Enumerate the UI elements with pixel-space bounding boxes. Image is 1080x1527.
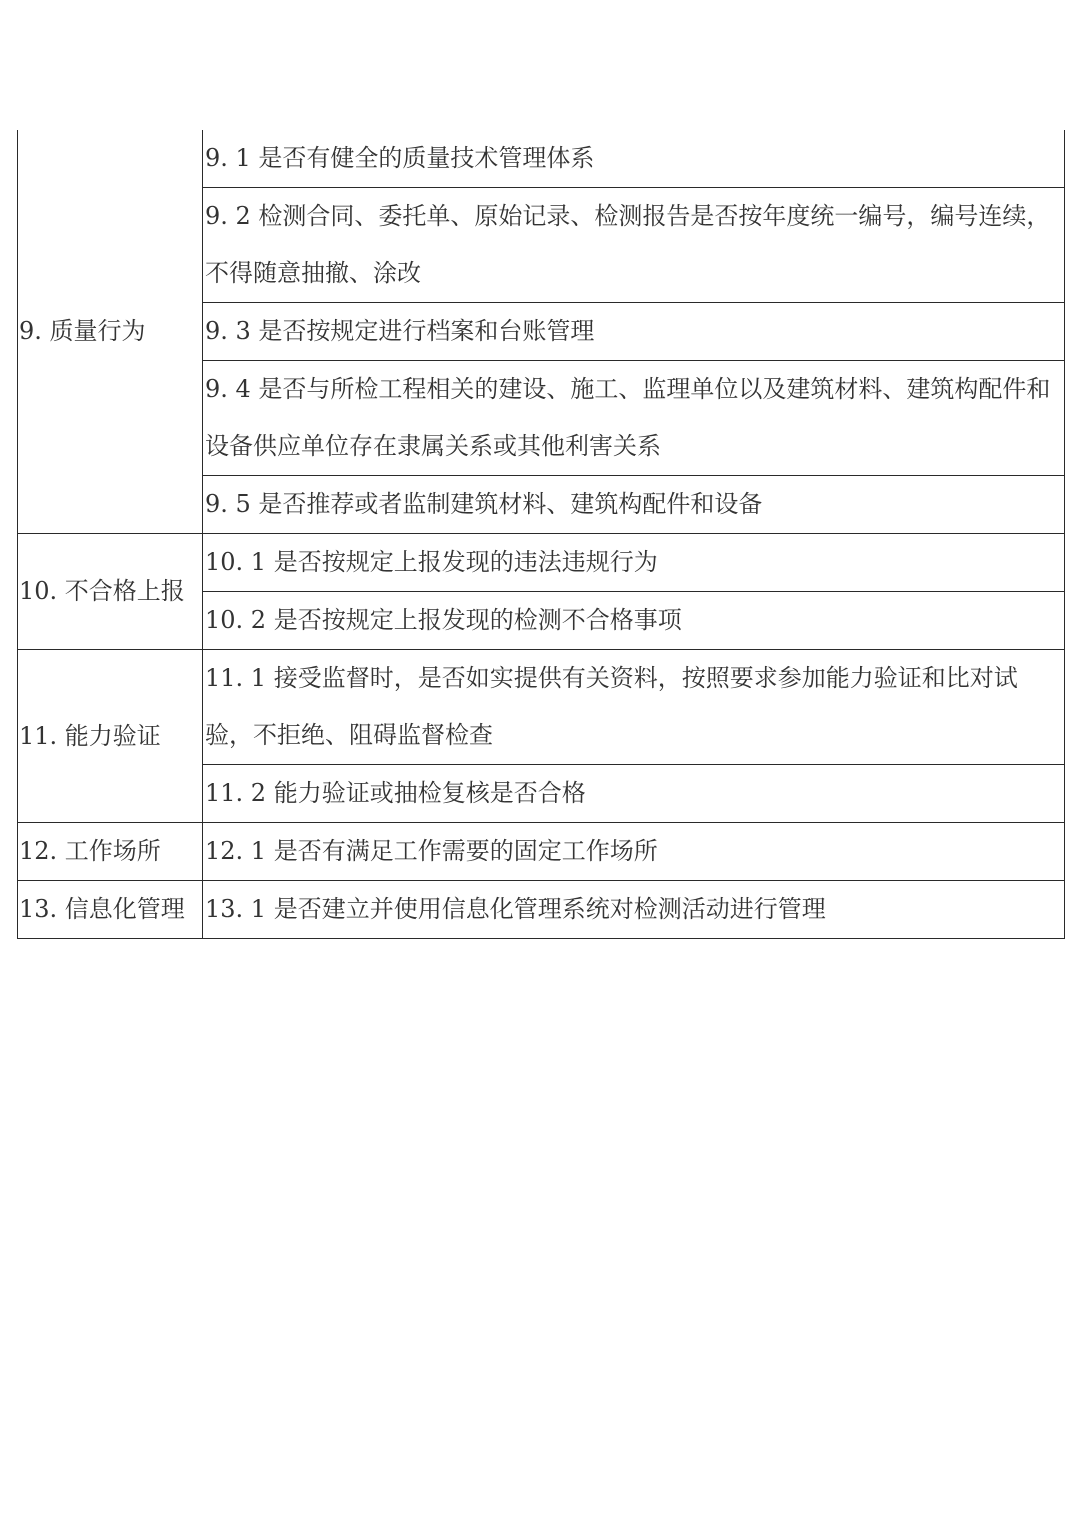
item-cell: 9. 5 是否推荐或者监制建筑材料、建筑构配件和设备 <box>203 476 1065 534</box>
item-cell: 11. 1 接受监督时，是否如实提供有关资料，按照要求参加能力验证和比对试验，不拒绝、阻碍监督检查 <box>203 650 1065 765</box>
item-cell: 11. 2 能力验证或抽检复核是否合格 <box>203 765 1065 823</box>
category-cell: 12. 工作场所 <box>18 823 203 881</box>
category-cell: 9. 质量行为 <box>18 130 203 534</box>
table-row <box>18 823 1065 881</box>
item-cell: 9. 4 是否与所检工程相关的建设、施工、监理单位以及建筑材料、建筑构配件和设备供应单位存在隶属关系或其他利害关系 <box>203 361 1065 476</box>
category-cell: 13. 信息化管理 <box>18 881 203 939</box>
table-row <box>18 534 1065 592</box>
item-cell: 10. 1 是否按规定上报发现的违法违规行为 <box>203 534 1065 592</box>
item-cell: 13. 1 是否建立并使用信息化管理系统对检测活动进行管理 <box>203 881 1065 939</box>
category-cell: 11. 能力验证 <box>18 650 203 823</box>
table-row <box>18 650 1065 765</box>
item-cell: 12. 1 是否有满足工作需要的固定工作场所 <box>203 823 1065 881</box>
item-cell: 9. 2 检测合同、委托单、原始记录、检测报告是否按年度统一编号，编号连续，不得随意抽撤、涂改 <box>203 188 1065 303</box>
inspection-table <box>17 130 1065 939</box>
item-cell: 9. 1 是否有健全的质量技术管理体系 <box>203 130 1065 188</box>
item-cell: 9. 3 是否按规定进行档案和台账管理 <box>203 303 1065 361</box>
table-row <box>18 881 1065 939</box>
table-row <box>18 130 1065 188</box>
item-cell: 10. 2 是否按规定上报发现的检测不合格事项 <box>203 592 1065 650</box>
category-cell: 10. 不合格上报 <box>18 534 203 650</box>
